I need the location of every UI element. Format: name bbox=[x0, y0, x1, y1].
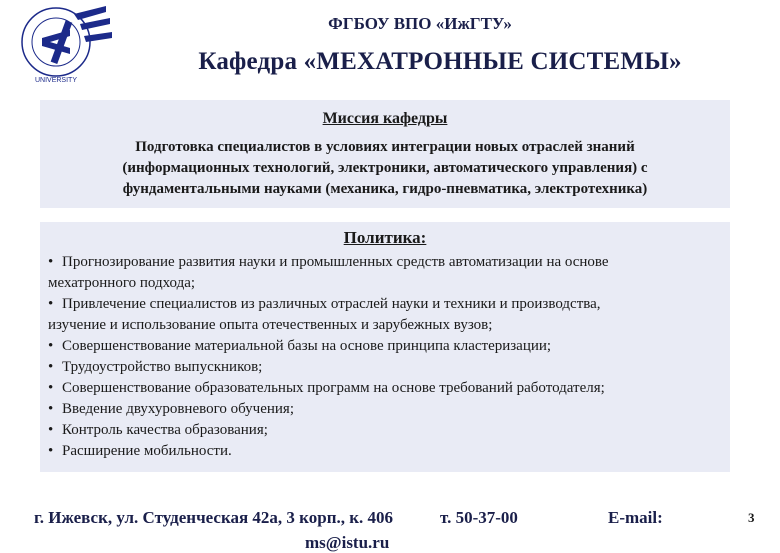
bullet-icon: • bbox=[48, 422, 54, 438]
footer-phone: т. 50-37-00 bbox=[440, 508, 518, 527]
footer-email-label: E-mail: bbox=[608, 508, 663, 527]
list-item: • Совершенствование материальной базы на основе принципа кластеризации; bbox=[48, 336, 722, 357]
page-number: 3 bbox=[748, 510, 755, 525]
list-item: • Прогнозирование развития науки и промышленных средств автоматизации на основе мехатронного подхода; bbox=[48, 254, 609, 291]
list-item: • Контроль качества образования; bbox=[48, 420, 722, 441]
policy-title: Политика: bbox=[343, 228, 427, 247]
bullet-icon: • bbox=[48, 254, 54, 270]
bullet-icon: • bbox=[48, 296, 54, 312]
footer-email[interactable]: ms@istu.ru bbox=[305, 533, 390, 552]
mission-text bbox=[40, 137, 730, 200]
bullet-icon: • bbox=[48, 443, 54, 459]
mission-title: Миссия кафедры bbox=[322, 110, 448, 127]
bullet-icon: • bbox=[48, 380, 54, 396]
mission-line: фундаментальными науками (механика, гидро-пневматика, электротехника) bbox=[122, 181, 648, 197]
organization-name: ФГБОУ ВПО «ИжГТУ» bbox=[328, 14, 512, 33]
department-title: Кафедра «МЕХАТРОННЫЕ СИСТЕМЫ» bbox=[198, 48, 682, 75]
bullet-icon: • bbox=[48, 338, 54, 354]
footer-address: г. Ижевск, ул. Студенческая 42а, 3 корп., к. 406 bbox=[34, 508, 394, 527]
policy-list bbox=[48, 252, 722, 462]
bullet-icon: • bbox=[48, 401, 54, 417]
policy-panel bbox=[40, 222, 730, 472]
university-logo bbox=[14, 4, 114, 84]
list-item: • Совершенствование образовательных программ на основе требований работодателя; bbox=[48, 378, 722, 399]
mission-panel bbox=[40, 100, 730, 208]
list-item: • Привлечение специалистов из различных отраслей науки и техники и производства, изучение и использование опыта отечественных и зарубежных вузов; bbox=[48, 296, 601, 333]
mission-line: Подготовка специалистов в условиях интеграции новых отраслей знаний bbox=[135, 139, 635, 155]
logo-caption: UNIVERSITY bbox=[34, 77, 78, 84]
mission-line: (информационных технологий, электроники, автоматического управления) с bbox=[122, 160, 648, 176]
list-item: • Трудоустройство выпускников; bbox=[48, 357, 722, 378]
list-item: • Расширение мобильности. bbox=[48, 441, 722, 462]
bullet-icon: • bbox=[48, 359, 54, 375]
list-item: • Введение двухуровневого обучения; bbox=[48, 399, 722, 420]
